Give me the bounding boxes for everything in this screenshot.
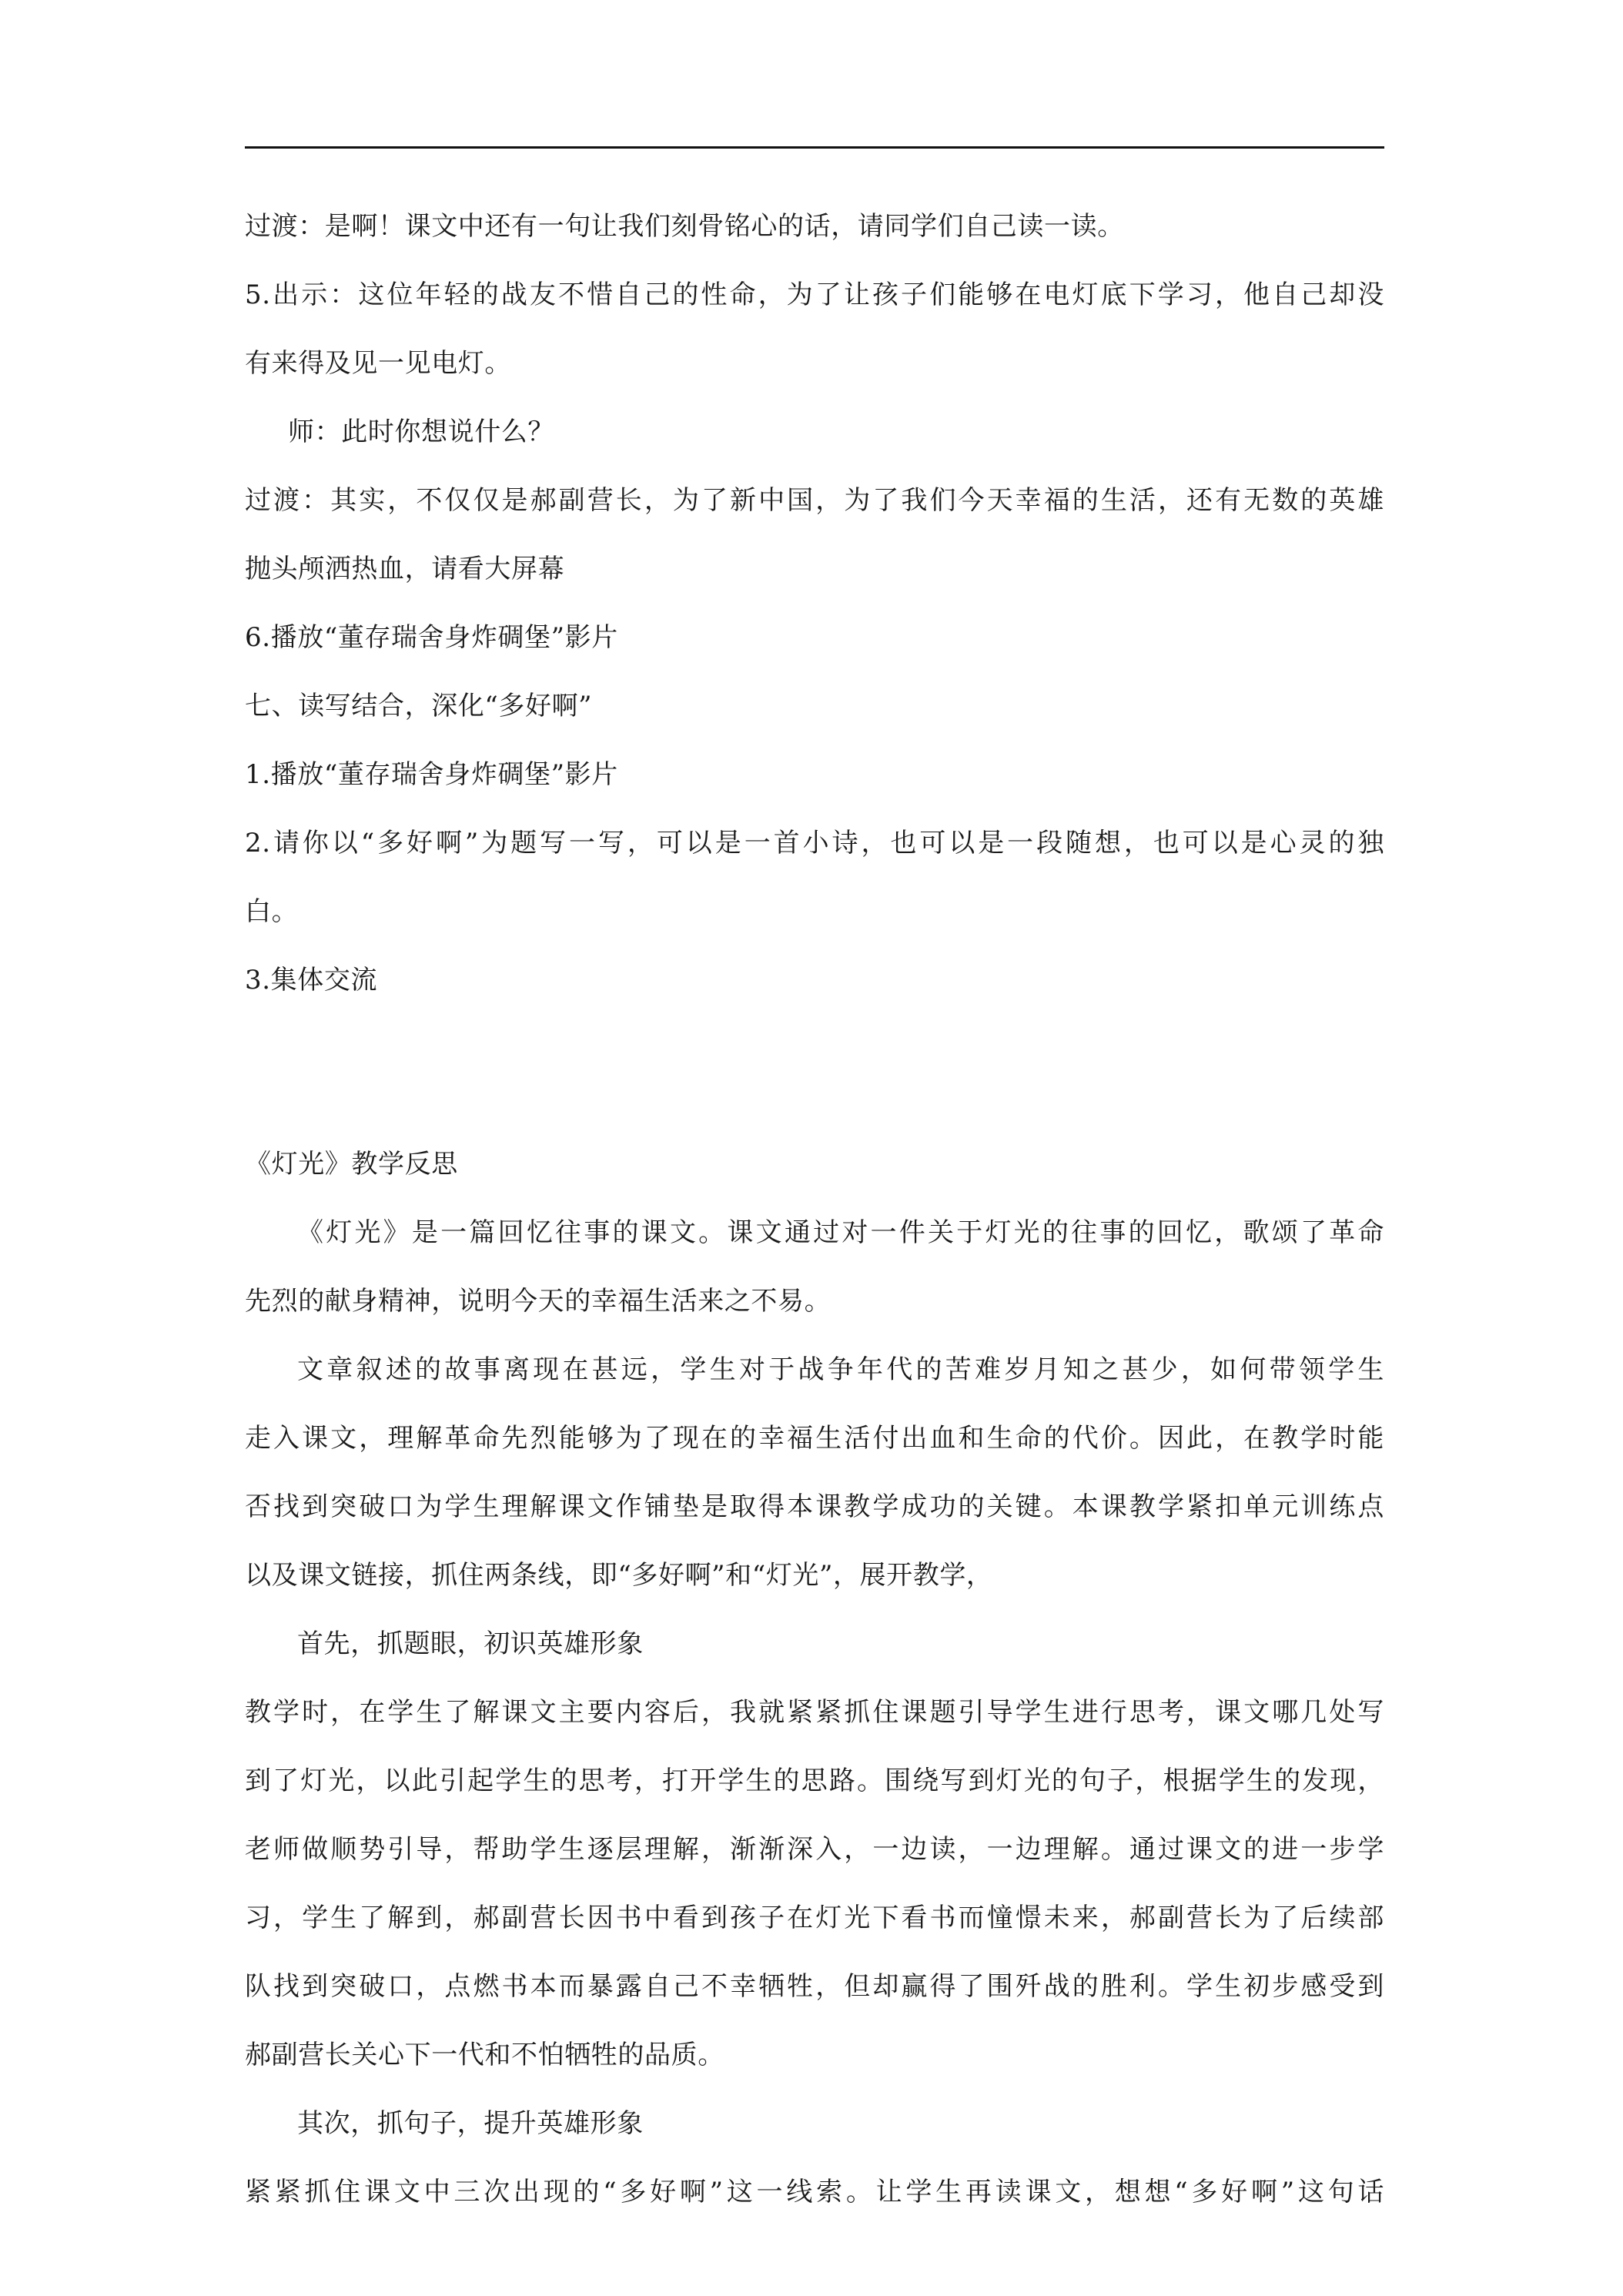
paragraph-line: 过渡：是啊！课文中还有一句让我们刻骨铭心的话，请同学们自己读一读。 <box>245 211 1124 242</box>
paragraph-line: 白。 <box>245 896 299 927</box>
paragraph-line: 2.请你以“多好啊”为题写一写，可以是一首小诗，也可以是一段随想，也可以是心灵的独 <box>245 828 1384 858</box>
paragraph-line: 队找到突破口，点燃书本而暴露自己不幸牺牲，但却赢得了围歼战的胜利。学生初步感受到 <box>245 1971 1384 2002</box>
paragraph-line: 到了灯光，以此引起学生的思考，打开学生的思路。围绕写到灯光的句子，根据学生的发现， <box>245 1766 1384 1796</box>
document-title: 《灯光》教学反思 <box>245 1149 458 1180</box>
section-heading: 七、读写结合，深化“多好啊” <box>245 691 593 721</box>
section-gap <box>245 1032 1384 1147</box>
paragraph-line: 有来得及见一见电灯。 <box>245 348 511 379</box>
paragraph-line: 文章叙述的故事离现在甚远，学生对于战争年代的苦难岁月知之甚少，如何带领学生 <box>297 1354 1384 1385</box>
paragraph-line: 郝副营长关心下一代和不怕牺牲的品质。 <box>245 2040 724 2070</box>
paragraph-line: 6.播放“董存瑞舍身炸碉堡”影片 <box>245 622 618 653</box>
paragraph-line: 老师做顺势引导，帮助学生逐层理解，渐渐深入，一边读，一边理解。通过课文的进一步学 <box>245 1834 1384 1865</box>
paragraph-line: 《灯光》是一篇回忆往事的课文。课文通过对一件关于灯光的往事的回忆，歌颂了革命 <box>297 1217 1384 1248</box>
paragraph-line: 走入课文，理解革命先烈能够为了现在的幸福生活付出血和生命的代价。因此，在教学时能 <box>245 1423 1384 1454</box>
paragraph-line: 以及课文链接，抓住两条线，即“多好啊”和“灯光”，展开教学， <box>245 1560 993 1591</box>
subheading: 其次，抓句子，提升英雄形象 <box>297 2108 644 2139</box>
paragraph-line: 1.播放“董存瑞舍身炸碉堡”影片 <box>245 759 618 790</box>
paragraph-line: 5.出示：这位年轻的战友不惜自己的性命，为了让孩子们能够在电灯底下学习，他自己却没 <box>245 279 1384 310</box>
document-body <box>245 209 1384 2244</box>
header-rule <box>245 146 1384 149</box>
subheading: 首先，抓题眼，初识英雄形象 <box>297 1628 644 1659</box>
paragraph-line: 否找到突破口为学生理解课文作铺垫是取得本课教学成功的关键。本课教学紧扣单元训练点 <box>245 1491 1384 1522</box>
paragraph-line: 习，学生了解到，郝副营长因书中看到孩子在灯光下看书而憧憬未来，郝副营长为了后续部 <box>245 1903 1384 1933</box>
paragraph-line: 3.集体交流 <box>245 965 378 996</box>
paragraph-line: 过渡：其实，不仅仅是郝副营长，为了新中国，为了我们今天幸福的生活，还有无数的英雄 <box>245 485 1384 516</box>
paragraph-line: 师：此时你想说什么？ <box>288 417 554 447</box>
paragraph-line: 教学时，在学生了解课文主要内容后，我就紧紧抓住课题引导学生进行思考，课文哪几处写 <box>245 1697 1384 1728</box>
paragraph-line: 抛头颅洒热血，请看大屏幕 <box>245 554 565 584</box>
paragraph-line: 紧紧抓住课文中三次出现的“多好啊”这一线索。让学生再读课文，想想“多好啊”这句话 <box>245 2177 1384 2207</box>
paragraph-line: 先烈的献身精神，说明今天的幸福生活来之不易。 <box>245 1286 832 1317</box>
